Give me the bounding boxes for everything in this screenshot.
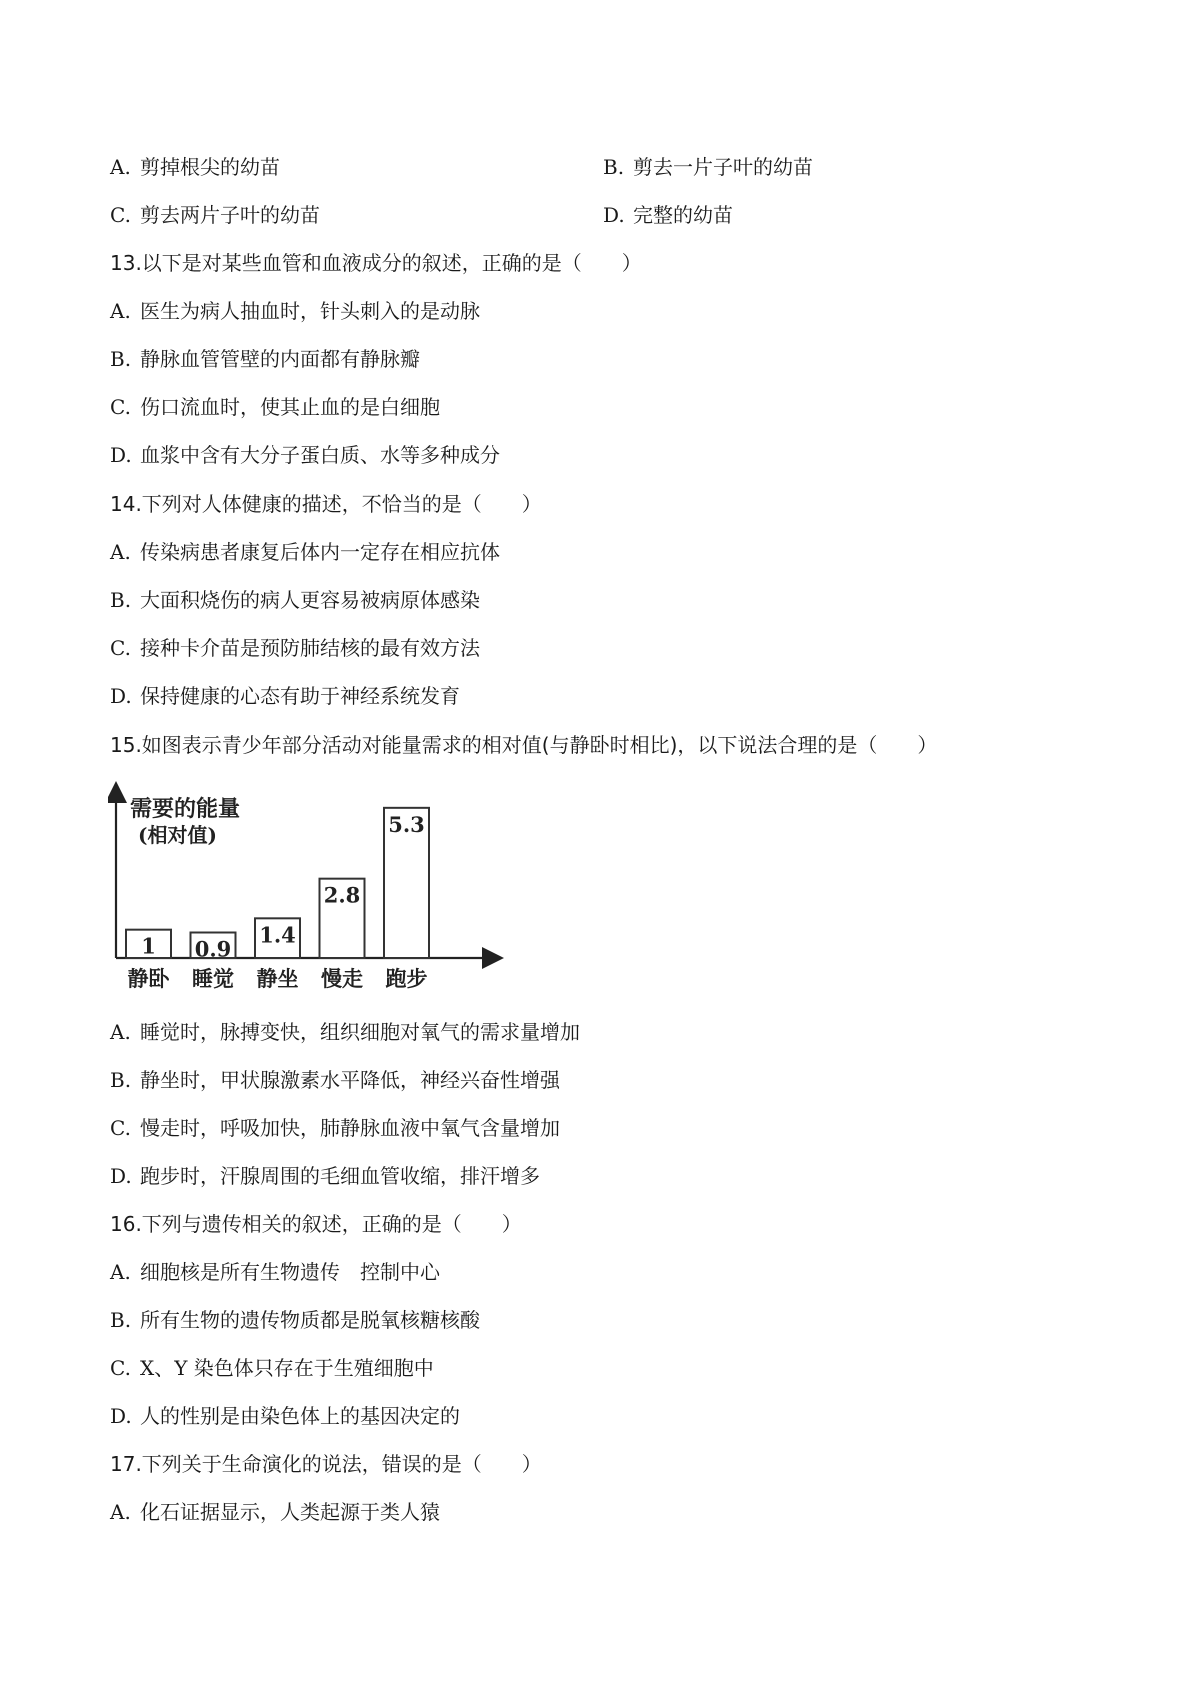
category-label-0: 静卧: [127, 966, 170, 991]
question-13-stem: 13.以下是对某些血管和血液成分的叙述，正确的是（ ）: [110, 251, 642, 275]
option-text: 传染病患者康复后体内一定存在相应抗体: [140, 540, 500, 564]
y-axis-unit-label: (相对值): [138, 823, 217, 847]
q16-option-d: [110, 1402, 460, 1430]
q12-option-b: [603, 153, 813, 181]
option-letter: B.: [110, 347, 132, 371]
q12-option-d: [603, 201, 733, 229]
option-letter: C.: [110, 1116, 131, 1140]
q15-option-b: [110, 1066, 560, 1094]
q14-option-a: [110, 538, 500, 566]
bar-value-label-3: 2.8: [323, 882, 361, 908]
option-letter: C.: [110, 636, 131, 660]
question-17-stem: 17.下列关于生命演化的说法，错误的是（ ）: [110, 1452, 542, 1476]
option-letter: A.: [110, 540, 131, 564]
option-text: 跑步时，汗腺周围的毛细血管收缩，排汗增多: [140, 1164, 540, 1188]
option-text: 静脉血管管壁的内面都有静脉瓣: [140, 347, 420, 371]
option-letter: C.: [110, 203, 131, 227]
q16-option-a: [110, 1258, 440, 1286]
option-text: 化石证据显示，人类起源于类人猿: [140, 1500, 440, 1524]
option-letter: B.: [110, 1308, 132, 1332]
option-letter: C.: [110, 395, 131, 419]
q16-option-b: [110, 1306, 480, 1334]
option-letter: B.: [110, 1068, 132, 1092]
option-text: 完整的幼苗: [633, 203, 733, 227]
option-letter: B.: [110, 588, 132, 612]
option-letter: D.: [110, 1164, 132, 1188]
question-16-stem: 16.下列与遗传相关的叙述，正确的是（ ）: [110, 1212, 522, 1236]
q15-option-c: [110, 1114, 560, 1142]
option-letter: D.: [603, 203, 625, 227]
q17-option-a: [110, 1498, 440, 1526]
q15-option-a: [110, 1018, 580, 1046]
q14-option-b: [110, 586, 480, 614]
category-label-3: 慢走: [321, 966, 363, 991]
q13-option-a: [110, 297, 480, 325]
option-letter: A.: [110, 155, 131, 179]
option-text: 静坐时，甲状腺激素水平降低，神经兴奋性增强: [140, 1068, 560, 1092]
q15-option-d: [110, 1162, 540, 1190]
option-letter: D.: [110, 1404, 132, 1428]
question-14-stem: 14.下列对人体健康的描述，不恰当的是（ ）: [110, 492, 542, 516]
option-letter: A.: [110, 1260, 131, 1284]
option-text: 剪去两片子叶的幼苗: [140, 203, 320, 227]
option-letter: B.: [603, 155, 625, 179]
bar-value-label-1: 0.9: [194, 936, 232, 962]
bar-value-label-4: 5.3: [388, 811, 425, 837]
option-text: 接种卡介苗是预防肺结核的最有效方法: [140, 636, 480, 660]
question-15-stem: 15.如图表示青少年部分活动对能量需求的相对值(与静卧时相比)，以下说法合理的是（ ）: [110, 733, 938, 757]
option-text: 人的性别是由染色体上的基因决定的: [140, 1404, 460, 1428]
q14-option-d: [110, 682, 460, 710]
option-text: 伤口流血时，使其止血的是白细胞: [140, 395, 440, 419]
option-text: 保持健康的心态有助于神经系统发育: [140, 684, 460, 708]
option-text: 细胞核是所有生物遗传 控制中心: [140, 1260, 440, 1284]
option-text: 血浆中含有大分子蛋白质、水等多种成分: [140, 443, 500, 467]
category-label-4: 跑步: [385, 966, 428, 991]
option-text: 大面积烧伤的病人更容易被病原体感染: [140, 588, 480, 612]
q16-option-c: [110, 1354, 434, 1382]
category-label-2: 静坐: [256, 966, 299, 991]
category-label-1: 睡觉: [192, 966, 234, 991]
q14-option-c: [110, 634, 480, 662]
option-text: 所有生物的遗传物质都是脱氧核糖核酸: [140, 1308, 480, 1332]
bar-value-label-0: 1: [141, 933, 156, 959]
q13-option-c: [110, 393, 440, 421]
option-letter: D.: [110, 443, 132, 467]
option-text: 剪去一片子叶的幼苗: [633, 155, 813, 179]
q12-option-c: [110, 201, 320, 229]
option-text: 医生为病人抽血时，针头刺入的是动脉: [140, 299, 480, 323]
option-text: X、Y 染色体只存在于生殖细胞中: [140, 1356, 434, 1380]
option-letter: A.: [110, 1020, 131, 1044]
option-letter: C.: [110, 1356, 131, 1380]
y-axis-label: 需要的能量: [130, 796, 241, 822]
option-text: 睡觉时，脉搏变快，组织细胞对氧气的需求量增加: [140, 1020, 580, 1044]
option-letter: A.: [110, 299, 131, 323]
energy-bar-chart: [108, 780, 508, 995]
q12-option-a: [110, 153, 280, 181]
q13-option-b: [110, 345, 420, 373]
bar-value-label-2: 1.4: [259, 922, 296, 948]
q13-option-d: [110, 441, 500, 469]
option-letter: A.: [110, 1500, 131, 1524]
energy-bar-chart-svg: [108, 780, 508, 995]
option-letter: D.: [110, 684, 132, 708]
option-text: 慢走时，呼吸加快，肺静脉血液中氧气含量增加: [140, 1116, 560, 1140]
option-text: 剪掉根尖的幼苗: [140, 155, 280, 179]
